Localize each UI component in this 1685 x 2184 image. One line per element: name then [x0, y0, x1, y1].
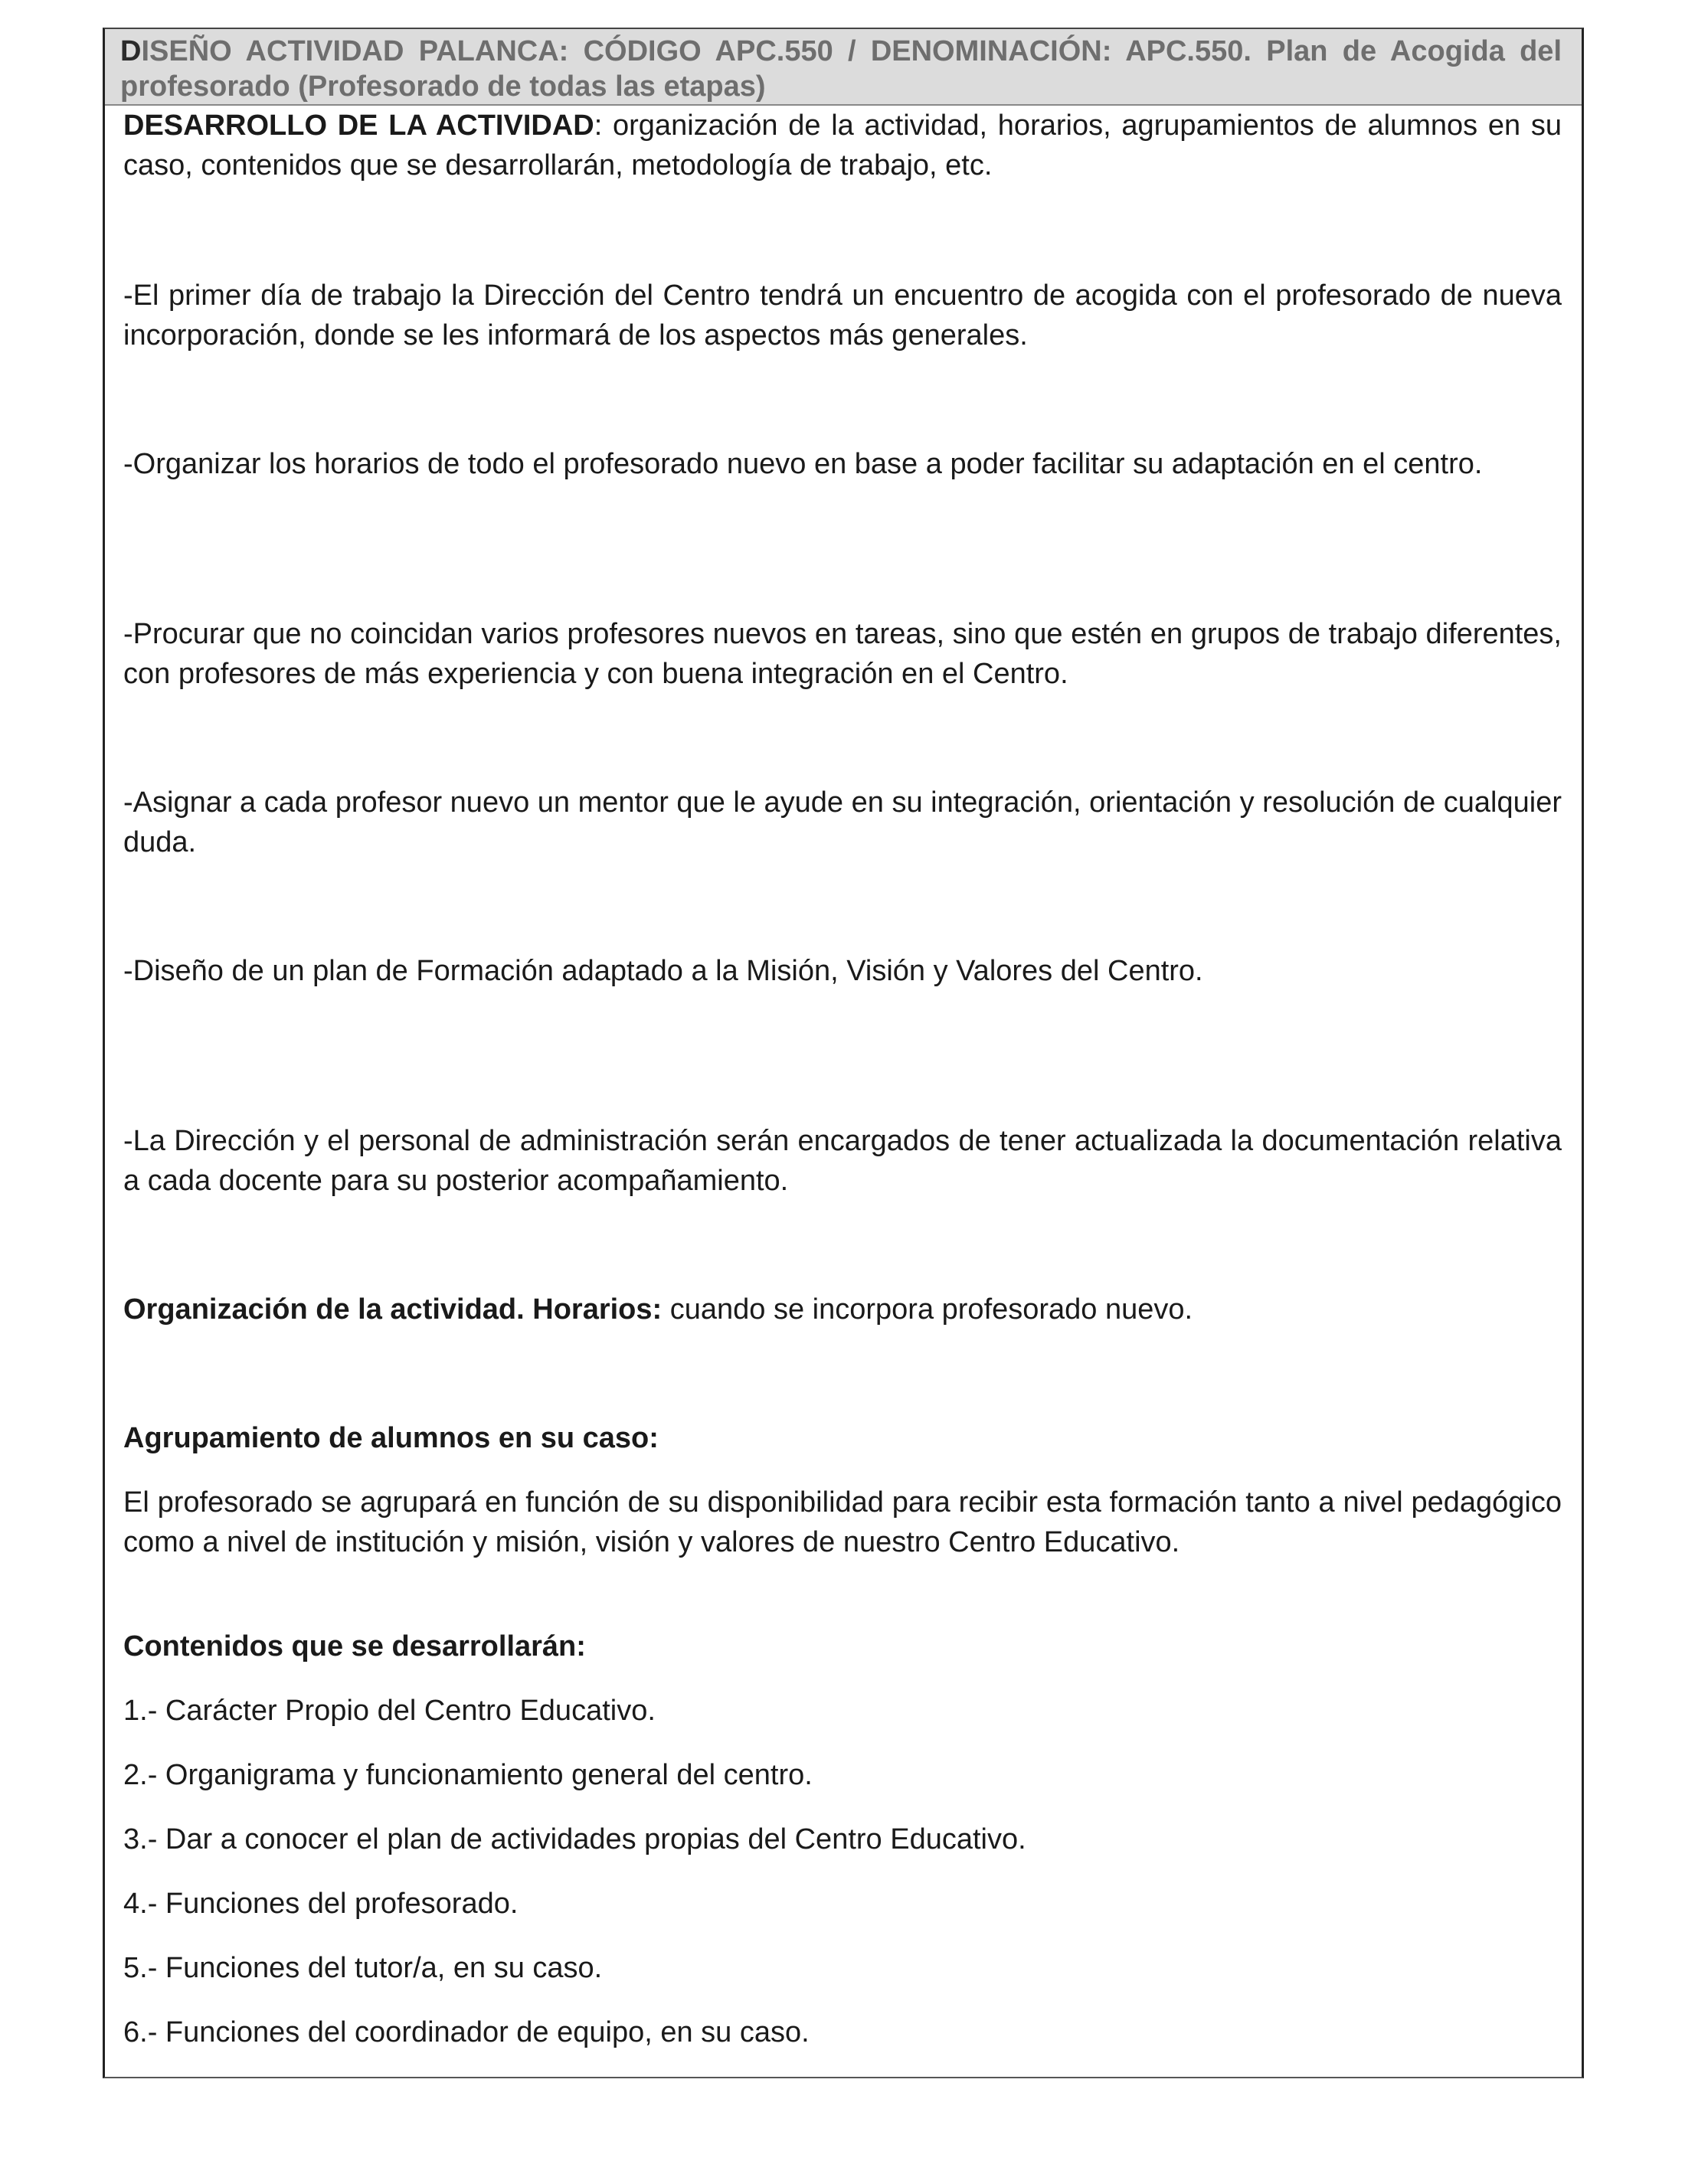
- paragraph-1: -El primer día de trabajo la Dirección del Centro tendrá un encuentro de acogida con el profesorado de nueva incorporación, donde se les informará de los aspectos más generales.: [123, 280, 1562, 351]
- paragraph-3: -Procurar que no coincidan varios profesores nuevos en tareas, sino que estén en grupos de trabajo diferentes, con profesores de más experiencia y con buena integración en el Centro.: [123, 618, 1562, 690]
- paragraph-2: -Organizar los horarios de todo el profesorado nuevo en base a poder facilitar su adaptación en el centro.: [123, 448, 1483, 480]
- paragraph-6: -La Dirección y el personal de administración serán encargados de tener actualizada la documentación relativa a cada docente para su posterior acompañamiento.: [123, 1125, 1562, 1197]
- contenidos-item-3: 3.- Dar a conocer el plan de actividades propias del Centro Educativo.: [123, 1823, 1026, 1855]
- organizacion-text: cuando se incorpora profesorado nuevo.: [662, 1293, 1193, 1326]
- organizacion-label: Organización de la actividad. Horarios:: [123, 1293, 663, 1326]
- activity-header: [105, 29, 1582, 106]
- contenidos-heading: Contenidos que se desarrollarán:: [123, 1630, 586, 1663]
- agrupamiento-text: El profesorado se agrupará en función de su disponibilidad para recibir esta formación tanto a nivel pedagógico como a nivel de institución y misión, visión y valores de nuestro Centro Educativo.: [123, 1486, 1562, 1558]
- desarrollo-text: : organización de la actividad, horarios, agrupamientos de alumnos en su caso, contenidos que se desarrollarán, metodología de trabajo, etc.: [123, 110, 1562, 181]
- desarrollo-paragraph: [123, 106, 1562, 185]
- header-first-letter: D: [120, 35, 142, 67]
- header-title: ISEÑO ACTIVIDAD PALANCA: CÓDIGO APC.550 / DENOMINACIÓN: APC.550. Plan de Acogida del profesorado (Profesorado de todas las etapas): [120, 35, 1562, 103]
- contenidos-item-1: 1.- Carácter Propio del Centro Educativo.: [123, 1695, 656, 1727]
- paragraph-5: -Diseño de un plan de Formación adaptado a la Misión, Visión y Valores del Centro.: [123, 955, 1203, 987]
- activity-design-table: [103, 28, 1584, 2078]
- contenidos-item-4: 4.- Funciones del profesorado.: [123, 1888, 519, 1920]
- agrupamiento-heading: Agrupamiento de alumnos en su caso:: [123, 1422, 659, 1454]
- contenidos-item-5: 5.- Funciones del tutor/a, en su caso.: [123, 1952, 603, 1984]
- organizacion-paragraph: [123, 1290, 1562, 1329]
- paragraph-4: -Asignar a cada profesor nuevo un mentor que le ayude en su integración, orientación y resolución de cualquier duda.: [123, 786, 1562, 858]
- contenidos-item-6: 6.- Funciones del coordinador de equipo, en su caso.: [123, 2016, 810, 2048]
- contenidos-item-2: 2.- Organigrama y funcionamiento general del centro.: [123, 1759, 813, 1791]
- desarrollo-label: DESARROLLO DE LA ACTIVIDAD: [123, 110, 594, 142]
